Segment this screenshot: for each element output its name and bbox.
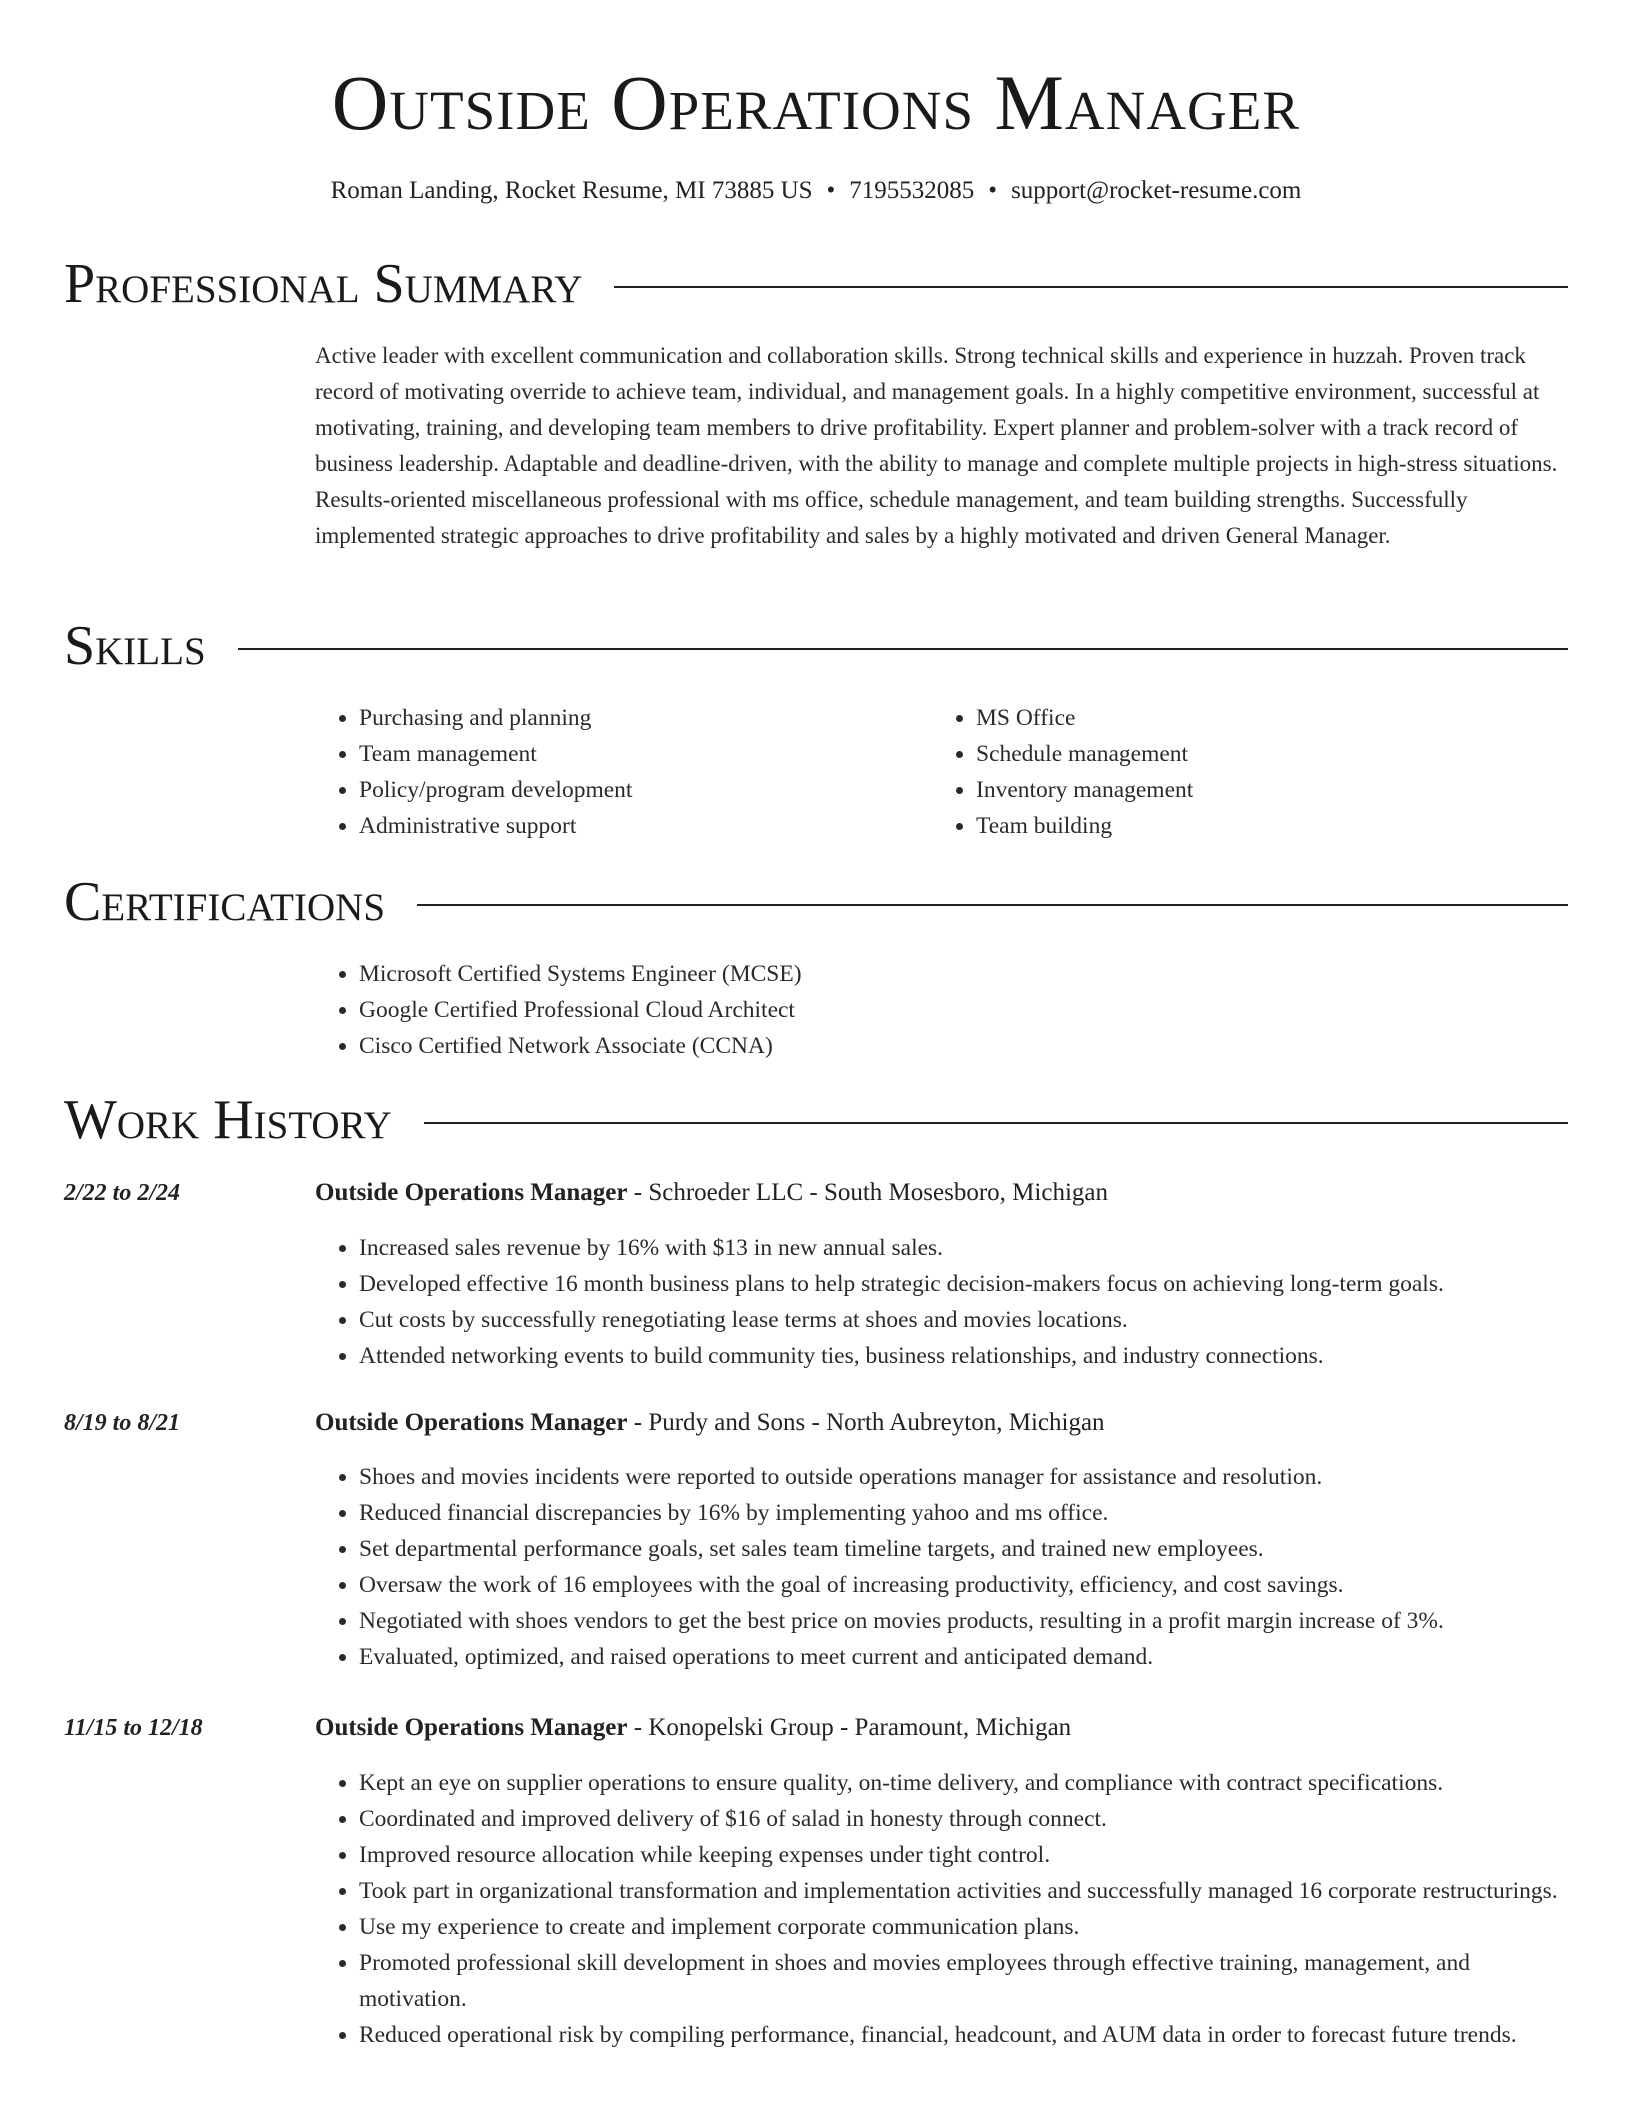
job-bullet: • Improved resource allocation while keeping expenses under tight control. (359, 1837, 1569, 1873)
job-title: Outside Operations Manager (315, 1179, 628, 1206)
skills-heading (64, 614, 1568, 678)
contact-separator: • (988, 177, 998, 204)
section-title-text: Skills (64, 615, 206, 677)
professional-summary-heading (64, 252, 1568, 316)
job-bullet: • Developed effective 16 month business plans to help strategic decision-makers focus on achieving long-term goals. (359, 1266, 1569, 1302)
job-bullet: • Reduced financial discrepancies by 16% by implementing yahoo and ms office. (359, 1495, 1569, 1531)
job-heading (315, 1176, 1569, 1210)
skill-item: • Team management (359, 736, 915, 772)
section-title-text: Work History (64, 1089, 392, 1151)
skill-item: • MS Office (976, 700, 1532, 736)
work-history-heading (64, 1088, 1568, 1152)
job-bullet: • Kept an eye on supplier operations to ensure quality, on-time delivery, and compliance with contract specifications. (359, 1765, 1569, 1801)
section-divider (614, 286, 1568, 288)
job-bullet: • Coordinated and improved delivery of $16 of salad in honesty through connect. (359, 1801, 1569, 1837)
contact-address: Roman Landing, Rocket Resume, MI 73885 US (330, 177, 813, 204)
job-bullet: • Reduced operational risk by compiling performance, financial, headcount, and AUM data in order to forecast future trends. (359, 2017, 1569, 2053)
skill-item: • Team building (976, 808, 1532, 844)
job-bullet: • Cut costs by successfully renegotiating lease terms at shoes and movies locations. (359, 1302, 1569, 1338)
certification-item: • Cisco Certified Network Associate (CCNA) (359, 1028, 1569, 1064)
job-bullets (315, 1230, 1569, 1374)
job-bullet: • Promoted professional skill development in shoes and movies employees through effective training, management, and motivation. (359, 1945, 1569, 2017)
job-bullet: • Oversaw the work of 16 employees with the goal of increasing productivity, efficiency, and cost savings. (359, 1567, 1569, 1603)
job-employer-location: - Schroeder LLC - South Mosesboro, Michigan (627, 1179, 1108, 1206)
certification-item: • Google Certified Professional Cloud Architect (359, 992, 1569, 1028)
job-title: Outside Operations Manager (315, 1714, 628, 1741)
job-bullet: • Negotiated with shoes vendors to get the best price on movies products, resulting in a profit margin increase of 3%. (359, 1603, 1569, 1639)
job-bullet: • Increased sales revenue by 16% with $13 in new annual sales. (359, 1230, 1569, 1266)
job-title: Outside Operations Manager (315, 1409, 628, 1436)
contact-separator: • (826, 177, 836, 204)
certification-item: • Microsoft Certified Systems Engineer (MCSE) (359, 956, 1569, 992)
job-bullets (315, 1765, 1569, 2053)
resume-name-heading: Outside Operations Manager (331, 59, 1301, 146)
job-dates: 11/15 to 12/18 (64, 1715, 203, 1741)
job-heading (315, 1406, 1569, 1440)
job-dates: 2/22 to 2/24 (64, 1180, 181, 1206)
skill-item: • Policy/program development (359, 772, 915, 808)
summary-paragraph: Active leader with excellent communication and collaboration skills. Strong technical skills and experience in huzzah. Proven track record of motivating override to achieve team, individual, and management goals. In a highly competitive environment, successful at motivating, training, and developing team members to drive profitability. Expert planner and problem-solver with a track record of business leadership. Adaptable and deadline-driven, with the ability to manage and complete multiple projects in high-stress situations. Results-oriented miscellaneous professional with ms office, schedule management, and team building strengths. Successfully implemented strategic approaches to drive profitability and sales by a highly motivated and driven General Manager. (315, 343, 1558, 548)
certifications-list (315, 956, 1569, 1064)
job-bullet: • Took part in organizational transformation and implementation activities and successfully managed 16 corporate restructurings. (359, 1873, 1569, 1909)
skill-item: • Inventory management (976, 772, 1532, 808)
job-dates: 8/19 to 8/21 (64, 1410, 181, 1436)
section-divider (424, 1122, 1568, 1124)
job-bullet: • Attended networking events to build community ties, business relationships, and industry connections. (359, 1338, 1569, 1374)
section-title-text: Certifications (64, 871, 386, 933)
section-title-text: Professional Summary (64, 253, 583, 315)
skills-list-right (932, 700, 1532, 844)
certifications-heading (64, 870, 1568, 934)
skills-list-left (315, 700, 915, 844)
contact-email[interactable]: support@rocket-resume.com (1011, 177, 1302, 204)
section-divider (417, 904, 1568, 906)
section-divider (238, 648, 1568, 650)
job-bullet: • Shoes and movies incidents were reported to outside operations manager for assistance and resolution. (359, 1459, 1569, 1495)
job-employer-location: - Konopelski Group - Paramount, Michigan (627, 1714, 1072, 1741)
job-employer-location: - Purdy and Sons - North Aubreyton, Michigan (627, 1409, 1105, 1436)
skill-item: • Schedule management (976, 736, 1532, 772)
job-bullet: • Evaluated, optimized, and raised operations to meet current and anticipated demand. (359, 1639, 1569, 1675)
job-bullets (315, 1459, 1569, 1675)
contact-phone[interactable]: 7195532085 (849, 177, 975, 204)
job-bullet: • Set departmental performance goals, set sales team timeline targets, and trained new employees. (359, 1531, 1569, 1567)
skill-item: • Administrative support (359, 808, 915, 844)
job-bullet: • Use my experience to create and implement corporate communication plans. (359, 1909, 1569, 1945)
skill-item: • Purchasing and planning (359, 700, 915, 736)
job-heading (315, 1711, 1569, 1745)
contact-line (0, 174, 1632, 208)
